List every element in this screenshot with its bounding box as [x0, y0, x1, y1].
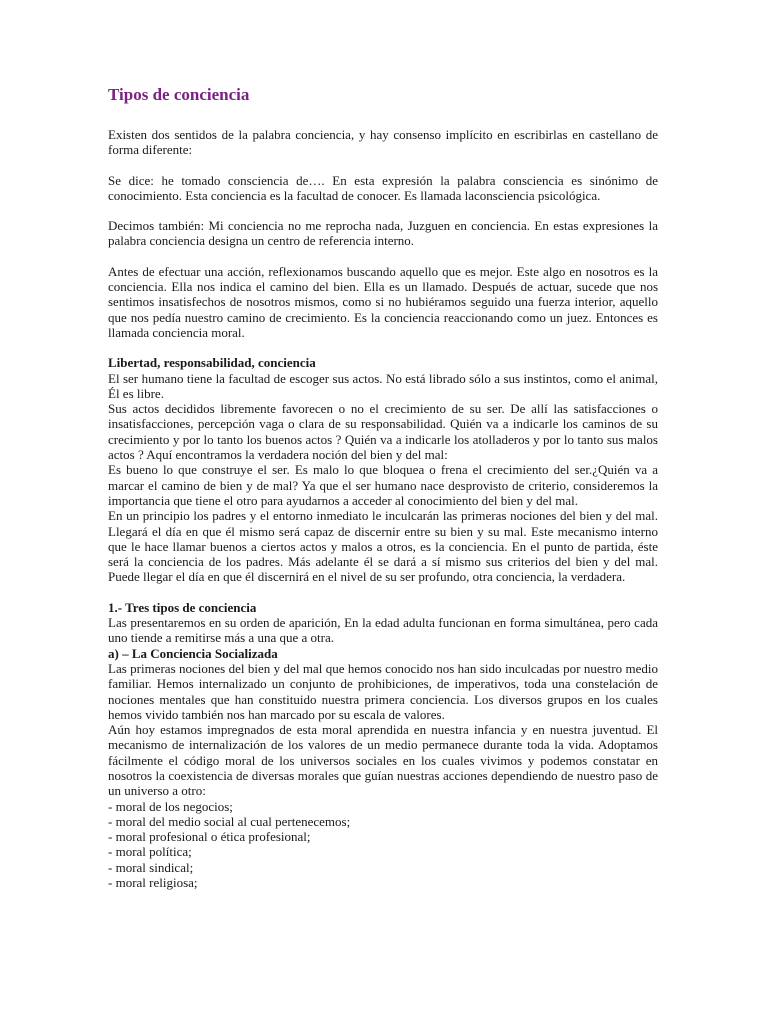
list-item: - moral del medio social al cual pertenecemos;	[108, 813, 351, 829]
document-page	[108, 84, 658, 890]
subsection-paragraph-1: Las primeras nociones del bien y del mal que hemos conocido nos han sido inculcadas por nuestro medio familiar. Hemos internalizado un conjunto de prohibiciones, de imperativos, toda una constelación de nociones mentales que han constituido nuestra primera conciencia. Los diversos grupos en los cuales hemos vivido también nos han marcado por su escala de valores.	[108, 660, 658, 722]
section1-paragraph-1: El ser humano tiene la facultad de escoger sus actos. No está librado sólo a sus instintos, como el animal, Él es libre.	[108, 370, 658, 401]
moral-list	[108, 799, 658, 891]
section1-paragraph-3: Es bueno lo que construye el ser. Es malo lo que bloquea o frena el crecimiento del ser.¿Quién va a marcar el camino de bien y de mal? Ya que el ser humano nace desprovisto de criterio, consideremos la importancia que tiene el otro para ayudarnos a acceder al conocimiento del bien y del mal.	[108, 462, 658, 508]
list-item: - moral profesional o ética profesional;	[108, 829, 311, 845]
intro-paragraph-4: Antes de efectuar una acción, reflexionamos buscando aquello que es mejor. Este algo en nosotros es la conciencia. Ella nos indica el camino del bien. Ella es un llamado. Después de actuar, sucede que nos sentimos insatisfechos de nosotros mismos, como si no hubiéramos seguido una fuerza interior, aquello que nos pedía nuestro camino de crecimiento. Es la conciencia reaccionando como un juez. Entonces es llamada conciencia moral.	[108, 263, 658, 340]
section1-paragraph-2: Sus actos decididos libremente favorecen o no el crecimiento de su ser. De allí las satisfacciones o insatisfacciones, percepción vaga o clara de su responsabilidad. Quién va a indicarle los caminos de su crecimiento y por lo tanto los buenos actos ? Quién va a indicarle los atolladeros y por lo tanto sus malos actos ? Aquí encontramos la verdadera noción del bien y del mal:	[108, 401, 658, 463]
list-item: - moral religiosa;	[108, 875, 198, 891]
section-spacer	[108, 585, 658, 600]
intro-paragraph-3: Decimos también: Mi conciencia no me reprocha nada, Juzguen en conciencia. En estas expresiones la palabra conciencia designa un centro de referencia interno.	[108, 218, 658, 249]
list-item: - moral de los negocios;	[108, 798, 233, 814]
section-heading-tres-tipos: 1.- Tres tipos de conciencia	[108, 599, 257, 615]
list-item: - moral política;	[108, 844, 192, 860]
intro-paragraph-2: Se dice: he tomado consciencia de…. En esta expresión la palabra consciencia es sinónimo de conocimiento. Esta conciencia es la facultad de conocer. Es llamada laconsciencia psicológica.	[108, 172, 658, 203]
subsection-heading-socializada: a) – La Conciencia Socializada	[108, 645, 278, 661]
subsection-paragraph-2: Aún hoy estamos impregnados de esta moral aprendida en nuestra infancia y en nuestra juventud. El mecanismo de internalización de los valores de un medio permanece durante toda la vida. Adoptamos fácilmente el código moral de los universos sociales en los cuales vivimos y podemos constatar en nosotros la coexistencia de diversas morales que guían nuestras acciones dependiendo de nuestro paso de un universo a otro:	[108, 722, 658, 799]
list-item: - moral sindical;	[108, 859, 194, 875]
document-title: Tipos de conciencia	[108, 85, 250, 104]
section1-paragraph-4: En un principio los padres y el entorno inmediato le inculcarán las primeras nociones del bien y del mal. Llegará el día en que él mismo será capaz de discernir entre su bien y su mal. Este mecanismo interno que le hace llamar buenos a ciertos actos y malos a otros, es la conciencia. En el punto de partida, éste será la conciencia de los padres. Más adelante él se dará a sí mismo sus criterios del bien y del mal. Puede llegar el día en que él discernirá en el nivel de su ser profundo, otra conciencia, la verdadera.	[108, 508, 658, 585]
section2-paragraph-1: Las presentaremos en su orden de aparición, En la edad adulta funcionan en forma simultánea, pero cada uno tiende a remitirse más a una que a otra.	[108, 615, 658, 646]
section-heading-libertad: Libertad, responsabilidad, conciencia	[108, 355, 316, 371]
intro-paragraph-1: Existen dos sentidos de la palabra conciencia, y hay consenso implícito en escribirlas en castellano de forma diferente:	[108, 127, 658, 158]
